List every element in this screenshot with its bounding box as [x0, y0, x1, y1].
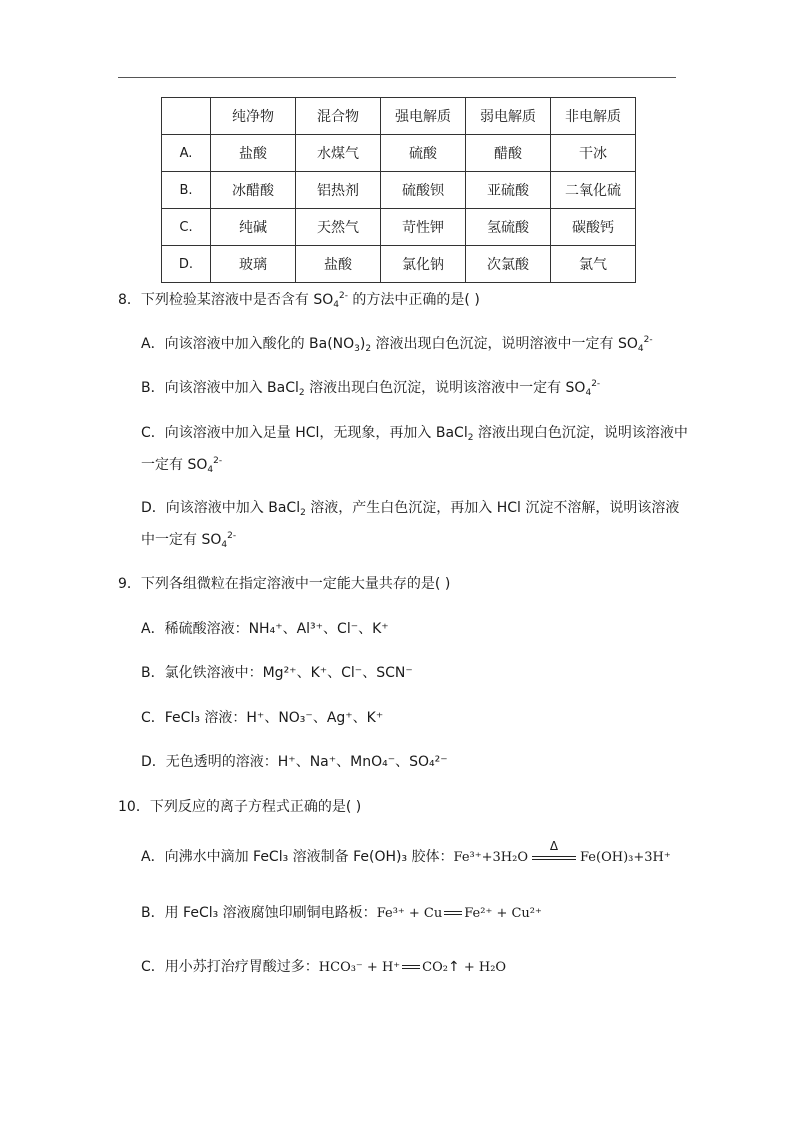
table-header-cell — [162, 98, 211, 135]
table-cell: 天然气 — [296, 209, 381, 246]
table-cell: 盐酸 — [211, 135, 296, 172]
table-cell: 氯气 — [551, 246, 636, 283]
table-cell: 次氯酸 — [466, 246, 551, 283]
equals-sign — [442, 908, 464, 918]
table-cell: 干冰 — [551, 135, 636, 172]
table-cell: 铝热剂 — [296, 172, 381, 209]
table-cell: 硫酸钡 — [381, 172, 466, 209]
table-header-cell: 混合物 — [296, 98, 381, 135]
equation-b-left: Fe³⁺ + Cu — [376, 906, 443, 921]
table-cell: 碳酸钙 — [551, 209, 636, 246]
equation-c-right: CO₂ — [422, 960, 448, 975]
equation-b-right: Fe²⁺ + Cu²⁺ — [464, 906, 542, 921]
header-rule — [118, 77, 676, 78]
table-cell: 氯化钠 — [381, 246, 466, 283]
question-8-option-c-line2: 一定有 $SO_4^{2-}$ — [141, 456, 223, 475]
table-header-cell: 强电解质 — [381, 98, 466, 135]
question-10-stem: 10．下列反应的离子方程式正确的是( ) — [118, 799, 362, 815]
table-cell: 纯碱 — [211, 209, 296, 246]
question-9-option-b: B．氯化铁溶液中：Mg²⁺、K⁺、Cl⁻、SCN⁻ — [141, 665, 413, 681]
question-10-option-a: A．向沸水中滴加 FeCl₃ 溶液制备 Fe(OH)₃ 胶体：Fe³⁺+3H₂O Δ Fe(OH)₃+3H⁺ — [141, 847, 671, 868]
question-8-option-d-line2: 中一定有 $SO_4^{2-}$ — [141, 531, 237, 550]
table-header-row — [162, 98, 636, 135]
table-cell: 玻璃 — [211, 246, 296, 283]
question-10-option-b: B．用 FeCl₃ 溶液腐蚀印刷铜电路板：Fe³⁺ + Cu Fe²⁺ + Cu²⁺ — [141, 905, 542, 921]
question-8-option-a: A．向该溶液中加入酸化的 $Ba(NO_3)_2$ 溶液出现白色沉淀，说明溶液中一定有 $SO_4^{2-}$ — [141, 335, 653, 354]
table-cell: 盐酸 — [296, 246, 381, 283]
table-cell: 醋酸 — [466, 135, 551, 172]
table-header-cell: 非电解质 — [551, 98, 636, 135]
table-row — [162, 209, 636, 246]
equation-c-tail: + H₂O — [459, 960, 507, 975]
question-9-option-c: C．FeCl₃ 溶液：H⁺、NO₃⁻、Ag⁺、K⁺ — [141, 710, 384, 726]
table-cell: 硫酸 — [381, 135, 466, 172]
question-9-stem: 9．下列各组微粒在指定溶液中一定能大量共存的是( ) — [118, 576, 451, 592]
table-cell: D. — [162, 246, 211, 283]
classification-table — [161, 97, 636, 283]
table-cell: B. — [162, 172, 211, 209]
table-row — [162, 172, 636, 209]
equation-c-left: HCO₃⁻ + H⁺ — [318, 960, 401, 975]
equation-a-left: Fe³⁺+3H₂O — [453, 850, 528, 865]
table-header-cell: 纯净物 — [211, 98, 296, 135]
table-cell: 水煤气 — [296, 135, 381, 172]
question-9-option-d: D．无色透明的溶液：H⁺、Na⁺、MnO₄⁻、SO₄²⁻ — [141, 754, 448, 770]
table-cell: 冰醋酸 — [211, 172, 296, 209]
table-cell: 亚硫酸 — [466, 172, 551, 209]
table-cell: C. — [162, 209, 211, 246]
table-cell: 二氧化硫 — [551, 172, 636, 209]
table-cell: 苛性钾 — [381, 209, 466, 246]
table-row — [162, 246, 636, 283]
equation-a-right: Fe(OH)₃+3H⁺ — [580, 850, 671, 865]
gas-arrow-icon: ↑ — [447, 959, 460, 975]
question-8-stem: 8．下列检验某溶液中是否含有 $SO_4^{2-}$ 的方法中正确的是( ) — [118, 291, 480, 310]
table-cell: 氢硫酸 — [466, 209, 551, 246]
table-row — [162, 135, 636, 172]
question-9-option-a: A．稀硫酸溶液：NH₄⁺、Al³⁺、Cl⁻、K⁺ — [141, 621, 389, 637]
question-8-option-b: B．向该溶液中加入 BaCl$_2$ 溶液出现白色沉淀，说明该溶液中一定有 $SO_4^{2-}$ — [141, 379, 601, 398]
table-header-cell: 弱电解质 — [466, 98, 551, 135]
equals-sign — [400, 962, 422, 972]
heating-condition — [528, 839, 580, 864]
question-10-option-c: C．用小苏打治疗胃酸过多：HCO₃⁻ + H⁺ CO₂↑ + H₂O — [141, 959, 507, 975]
question-8-option-d: D．向该溶液中加入 BaCl$_2$ 溶液，产生白色沉淀，再加入 HCl 沉淀不溶解，说明该溶液 — [141, 500, 680, 518]
table-cell: A. — [162, 135, 211, 172]
delta-symbol: Δ — [549, 839, 559, 853]
question-8-option-c: C．向该溶液中加入足量 HCl，无现象，再加入 BaCl$_2$ 溶液出现白色沉淀，说明该溶液中 — [141, 425, 688, 443]
